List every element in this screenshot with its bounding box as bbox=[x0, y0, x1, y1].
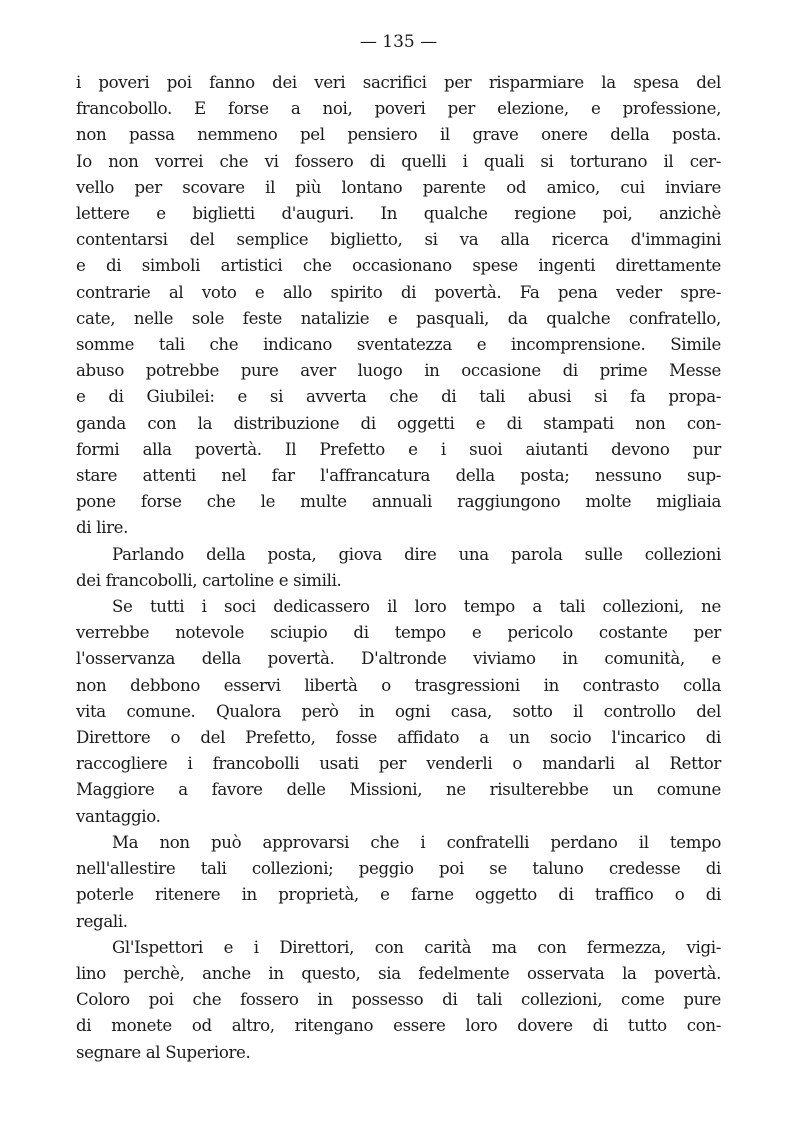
text-line: regali. bbox=[76, 911, 128, 931]
text-line: i poveri poi fanno dei veri sacrifici per risparmiare la spesa del bbox=[76, 73, 721, 92]
text-line: Coloro poi che fossero in possesso di tali collezioni, come pure bbox=[76, 990, 721, 1010]
text-line: contentarsi del semplice biglietto, si va alla ricerca d'immagini bbox=[76, 230, 721, 250]
text-line: cate, nelle sole feste natalizie e pasquali, da qualche confratello, bbox=[76, 308, 721, 328]
page-number: — 135 — bbox=[359, 32, 438, 52]
text-line: ganda con la distribuzione di oggetti e di stampati non con- bbox=[76, 413, 721, 433]
text-line: Parlando della posta, giova dire una parola sulle collezioni bbox=[112, 544, 721, 564]
text-line: pone forse che le multe annuali raggiungono molte migliaia bbox=[76, 492, 721, 512]
text-line: verrebbe notevole sciupio di tempo e pericolo costante per bbox=[76, 623, 721, 643]
body-text bbox=[76, 70, 721, 1066]
text-line: lino perchè, anche in questo, sia fedelmente osservata la povertà. bbox=[76, 963, 721, 983]
text-line: Gl'Ispettori e i Direttori, con carità ma con fermezza, vigi- bbox=[112, 937, 721, 957]
text-line: raccogliere i francobolli usati per venderli o mandarli al Rettor bbox=[76, 754, 721, 774]
text-line: nell'allestire tali collezioni; peggio poi se taluno credesse di bbox=[76, 859, 721, 879]
paragraph bbox=[76, 70, 721, 542]
text-line: di lire. bbox=[76, 518, 129, 538]
text-line: Se tutti i soci dedicassero il loro tempo a tali collezioni, ne bbox=[112, 597, 721, 617]
text-line: dei francobolli, cartoline e simili. bbox=[76, 570, 342, 590]
text-line: non debbono esservi libertà o trasgressioni in contrasto colla bbox=[76, 675, 721, 695]
paragraph bbox=[76, 935, 721, 1066]
text-line: l'osservanza della povertà. D'altronde viviamo in comunità, e bbox=[76, 649, 721, 669]
text-line: Direttore o del Prefetto, fosse affidato a un socio l'incarico di bbox=[76, 728, 721, 748]
text-line: lettere e biglietti d'auguri. In qualche regione poi, anzichè bbox=[76, 204, 721, 224]
paragraph bbox=[76, 830, 721, 935]
text-line: contrarie al voto e allo spirito di povertà. Fa pena veder spre- bbox=[76, 282, 721, 302]
text-line: abuso potrebbe pure aver luogo in occasione di prime Messe bbox=[76, 361, 721, 381]
paragraph bbox=[76, 594, 721, 830]
text-line: formi alla povertà. Il Prefetto e i suoi aiutanti devono pur bbox=[76, 439, 721, 459]
text-line: somme tali che indicano sventatezza e incomprensione. Simile bbox=[76, 335, 721, 355]
text-line: stare attenti nel far l'affrancatura della posta; nessuno sup- bbox=[76, 466, 721, 486]
text-line: di monete od altro, ritengano essere loro dovere di tutto con- bbox=[76, 1016, 721, 1036]
text-line: vello per scovare il più lontano parente od amico, cui inviare bbox=[76, 177, 721, 197]
text-line: e di simboli artistici che occasionano spese ingenti direttamente bbox=[76, 256, 721, 276]
text-line: vita comune. Qualora però in ogni casa, sotto il controllo del bbox=[76, 701, 721, 721]
text-line: Ma non può approvarsi che i confratelli perdano il tempo bbox=[112, 832, 721, 852]
text-line: francobollo. E forse a noi, poveri per elezione, e professione, bbox=[76, 99, 721, 119]
document-page bbox=[76, 30, 721, 1066]
text-line: Io non vorrei che vi fossero di quelli i quali si torturano il cer- bbox=[76, 151, 721, 171]
text-line: non passa nemmeno pel pensiero il grave onere della posta. bbox=[76, 125, 721, 145]
text-line: poterle ritenere in proprietà, e farne oggetto di traffico o di bbox=[76, 885, 721, 905]
text-line: e di Giubilei: e si avverta che di tali abusi si fa propa- bbox=[76, 387, 721, 407]
text-line: segnare al Superiore. bbox=[76, 1042, 251, 1062]
paragraph bbox=[76, 542, 721, 594]
text-line: Maggiore a favore delle Missioni, ne risulterebbe un comune bbox=[76, 780, 721, 800]
text-line: vantaggio. bbox=[76, 806, 161, 826]
